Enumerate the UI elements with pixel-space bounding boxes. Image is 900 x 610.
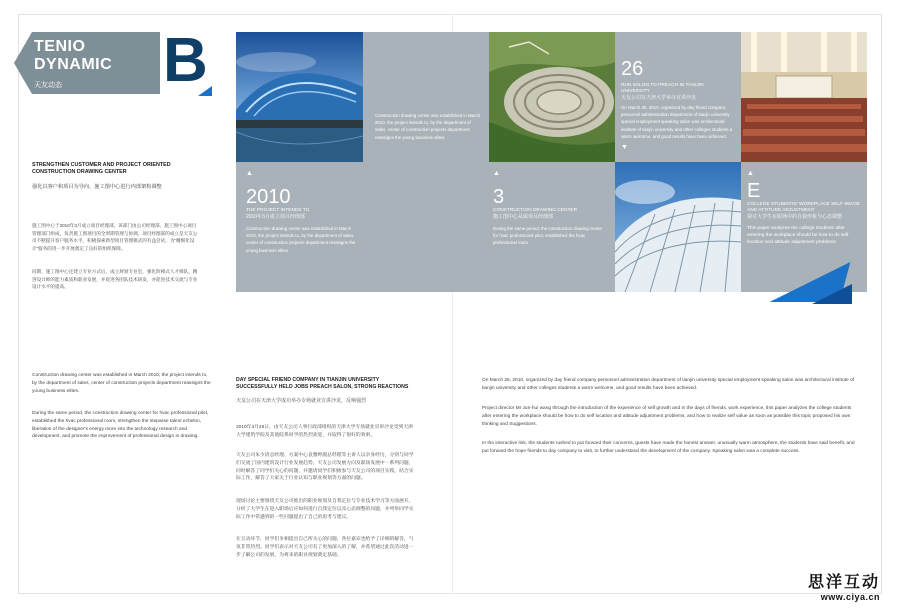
info-panel-e-letter: E bbox=[747, 180, 761, 202]
section-letter: B bbox=[163, 26, 208, 95]
info-panel-2010-title-cn: 2010年3月成立项目经理部 bbox=[246, 214, 305, 220]
bottom-col1-paragraph-2: During the same period, the construction drawing center for hvac professional pilot, established the hvac professional room, strengthen the stepwise talent echelon, liberation of the designer's energy more into the technology research and development, and promote the improvement of professional design in drawing. bbox=[32, 411, 209, 440]
info-panel-e-title: COLLEGE STUDENTS' WORKPLACE SELF-IMAGE AND ATTITUDE ADJUSTMENT bbox=[747, 202, 861, 213]
info-panel-26-title-cn: 天友公司在天津大学举办宣讲沙龙 bbox=[621, 95, 697, 101]
left-heading-cn: 强化以客户和项目为导向，施工图中心进行内部架构调整 bbox=[32, 184, 162, 190]
bottom-col3-paragraph-2: Project director Mr Jun-hui wang through the introduction of the experience of self growth and in the days of friends, work experience, this paper analyzes the college students after entering the workplace should be how to do self location and attitude adjustment problems, and how to realize self value as soon as possible this topic proposed his own thinking and Suggestions. bbox=[482, 406, 852, 427]
info-panel-26-title: RUN SALON TO PREACH IN TIANJIN UNIVERSITY bbox=[621, 83, 704, 94]
photo-curved-building bbox=[236, 32, 363, 162]
bottom-col2-paragraph-1: 2010年3月26日，由天友公司人事行政部组织的天津大学专场就业宣讲沙龙受到天津大学建筑学院及其他院系同学的热烈欢迎，并取得了很好的效果。 bbox=[236, 425, 413, 438]
bottom-col2-paragraph-2: 天友公司朱少清总经理、方案中心袁雅婷副总经理等主讲人以亲身经历，分别与同学们交流了国内建筑设计行业发展趋势、天友公司发展方向及职场发展中一系列问题，同时解答了同学们关心的问题，并邀请同学们积极参与天友公司的项目实践，结合实际工作，解答了大家关于行业认知与职业规划等方面的问题。 bbox=[236, 453, 414, 482]
bottom-col1-paragraph-1: Construction drawing center was established in March 2010, the project intends to, by the department of sales, center of construction projects department reassigns the young business elites. bbox=[32, 373, 211, 394]
info-panel-3-title: CONSTRUCTION DRAWING CENTER bbox=[493, 208, 578, 213]
arrow-up-icon: ▲ bbox=[493, 170, 500, 177]
watermark-url: www.ciya.cn bbox=[820, 592, 880, 602]
arrow-down-icon: ▼ bbox=[621, 144, 628, 152]
info-panel-26 bbox=[615, 32, 741, 162]
section-title-line2: DYNAMIC bbox=[34, 56, 113, 73]
photo-lattice-dome bbox=[615, 162, 741, 292]
left-paragraph-1: 施工图中心于2010年3月成立项目经理部，该部门由公司经理部、施工图中心项目管理部门组成，负责施工图项目的全周期管理与协调。项目经理部的成立是天友公司不断提升客户服务水平，积极探索新型项目管理模式的有益尝试，为“精细化设计”服务的进一步开展奠定了良好的组织保障。 bbox=[32, 223, 198, 251]
bottom-col2-heading-cn: 天友公司在天津大学成功举办专场就业宣讲沙龙，反响强烈 bbox=[236, 398, 367, 404]
info-panel-e-body: This paper analyzes the college students after entering the workplace should be how to do self location and attitude adjustment problems bbox=[747, 226, 849, 246]
bottom-col2-paragraph-3: 现场讨论主要围绕天友公司推出的职业规划及自我定位与专业技术学习等方面展开，分析了大学生在进入职场后应如何进行自我定位以及心态调整的问题，并列举同学实际工作中常遇到的一些问题提出了自己的思考与建议。 bbox=[236, 499, 414, 520]
corner-accent bbox=[198, 86, 212, 96]
section-title-line1: TENIO bbox=[34, 38, 86, 55]
info-panel-2010-number: 2010 bbox=[246, 186, 291, 208]
info-panel-intro bbox=[363, 32, 489, 162]
dark-swoosh-accent bbox=[812, 284, 852, 304]
info-panel-3-title-cn: 施工图中心从属项目经理部 bbox=[493, 214, 554, 220]
arrow-up-icon: ▲ bbox=[747, 170, 754, 177]
arrow-up-icon: ▲ bbox=[246, 170, 253, 177]
section-subtitle: 天友动态 bbox=[34, 82, 62, 89]
watermark-brand: 思洋互动 bbox=[807, 574, 880, 591]
photo-lecture-hall bbox=[741, 32, 867, 162]
info-panel-3 bbox=[489, 162, 615, 292]
bottom-col2-paragraph-4: 在互动环节，同学们争相提出自己所关心的问题，各位嘉宾也给予了详细的解答，气氛非常热烈。同学们表示对天友公司有了更加深入的了解，并希望通过此次活动进一步了解公司的发展，为将来的职业规划奠定基础。 bbox=[236, 537, 414, 558]
bottom-col3-paragraph-3: In the interactive link, the students rushed to put forward their concerns, guests have made the honest answer, unusually warm atmosphere, the students have said benefit, and put forward the hope friends to day company to visit, to further understand the development of the company. Speaking salon was a complete success. bbox=[482, 441, 855, 454]
left-paragraph-2: 同期，施工图中心还建立专业方式后，成立规划专业室，强化阶梯式人才梯队，精进设计师的能力素质和职业发展，并促进各团队技术研发，并促进技术交流与专业设计水平的提高。 bbox=[32, 269, 198, 290]
info-panel-3-number: 3 bbox=[493, 186, 505, 208]
photo-terraced-hills bbox=[489, 32, 615, 162]
section-title bbox=[34, 38, 112, 74]
info-panel-e-title-cn: 探讨大学生在职场中的自我形象与心态调整 bbox=[747, 214, 843, 220]
info-panel-26-body: On March 26, 2010, organized by day friend company personnel administration department of tianjin university special employment speaking salon was architectural institute of tianjin university and other colleges students a warm welcome, and good results have been achieved. bbox=[621, 105, 733, 139]
info-panel-2010-title: THE PROJECT INTENDS TO bbox=[246, 208, 310, 213]
bottom-col3-paragraph-1: On March 26, 2010, organized by day friend company personnel administration department of tianjin university special employment speaking salon was architectural institute of tianjin university and other colleges students a warm welcome, and good results have been achieved. bbox=[482, 378, 854, 391]
info-panel-2010-body: Construction drawing center was established in March 2010, the project intends to, by the department of sales, center of construction projects department reassigns the young business elites. bbox=[246, 226, 356, 253]
info-panel-3-body: During the same period, the construction drawing center for hvac professional pilot, established the hvac professional room. bbox=[493, 226, 603, 246]
info-panel-intro-text: Construction drawing center was established in March 2010, the project intends to, by the department of sales, center of construction projects department reassigns the young business elites. bbox=[375, 113, 481, 140]
bottom-col2-heading: DAY SPECIAL FRIEND COMPANY IN TIANJIN UNIVERSITY SUCCESSFULLY HELD JOBS PREACH SALON, STRONG REACTIONS bbox=[236, 377, 409, 390]
left-heading: STRENGTHEN CUSTOMER AND PROJECT ORIENTED CONSTRUCTION DRAWING CENTER bbox=[32, 162, 171, 175]
info-panel-26-number: 26 bbox=[621, 58, 644, 80]
watermark bbox=[808, 574, 880, 602]
info-panel-2010 bbox=[236, 162, 489, 292]
